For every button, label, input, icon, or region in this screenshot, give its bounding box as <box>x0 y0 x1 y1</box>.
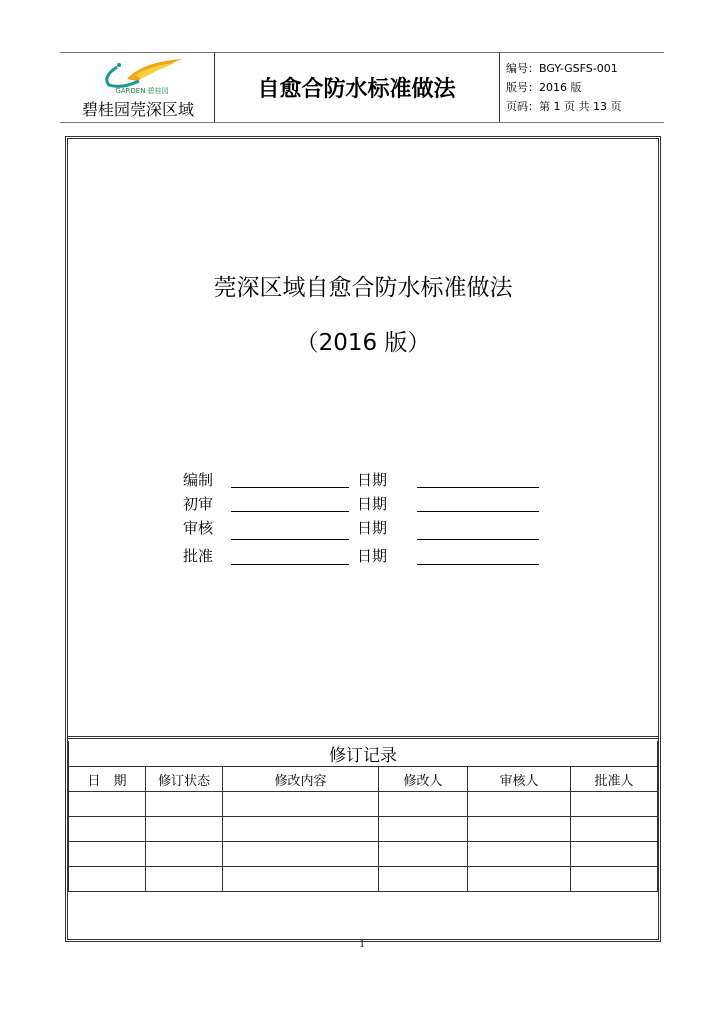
sig-label: 批准 <box>183 547 214 565</box>
header-doc-title: 自愈合防水标准做法 <box>257 77 456 102</box>
col-header: 修订状态 <box>146 767 223 792</box>
date-label: 日期 <box>357 519 388 537</box>
table-header-row <box>69 767 658 792</box>
col-header: 批准人 <box>571 767 658 792</box>
revision-caption: 修订记录 <box>69 741 658 767</box>
company-name: 碧桂园莞深区域 <box>81 100 194 119</box>
cover-frame <box>65 136 661 942</box>
date-line <box>417 539 539 540</box>
col-header: 日 期 <box>69 767 146 792</box>
table-row <box>69 867 658 892</box>
page-number: 1 <box>359 938 365 950</box>
table-row <box>69 842 658 867</box>
table-row <box>69 817 658 842</box>
logo-cell <box>62 53 214 121</box>
country-garden-logo <box>97 57 187 97</box>
col-header: 修改内容 <box>223 767 379 792</box>
cover-edition: （2016 版） <box>295 330 431 356</box>
date-label: 日期 <box>357 471 388 489</box>
date-label: 日期 <box>357 495 388 513</box>
sig-label: 审核 <box>183 519 214 537</box>
sig-line <box>231 511 349 512</box>
sig-line <box>231 539 349 540</box>
svg-text:GARDEN 碧桂园: GARDEN 碧桂园 <box>115 87 169 95</box>
col-header: 修改人 <box>379 767 468 792</box>
sig-label: 编制 <box>183 471 214 489</box>
date-line <box>417 487 539 488</box>
cover-title: 莞深区域自愈合防水标准做法 <box>213 275 513 301</box>
date-label: 日期 <box>357 547 388 565</box>
sig-line <box>231 564 349 565</box>
doc-code: 编号：BGY-GSFS-001 <box>506 62 618 75</box>
revision-table <box>68 741 658 892</box>
page-info: 页码：第 1 页 共 13 页 <box>506 100 622 113</box>
sig-label: 初审 <box>183 495 214 513</box>
doc-version: 版号：2016 版 <box>506 81 582 94</box>
header-divider <box>499 52 500 122</box>
sig-line <box>231 487 349 488</box>
table-row <box>69 792 658 817</box>
header-bottom-rule <box>60 122 664 123</box>
col-header: 审核人 <box>468 767 571 792</box>
date-line <box>417 511 539 512</box>
date-line <box>417 564 539 565</box>
